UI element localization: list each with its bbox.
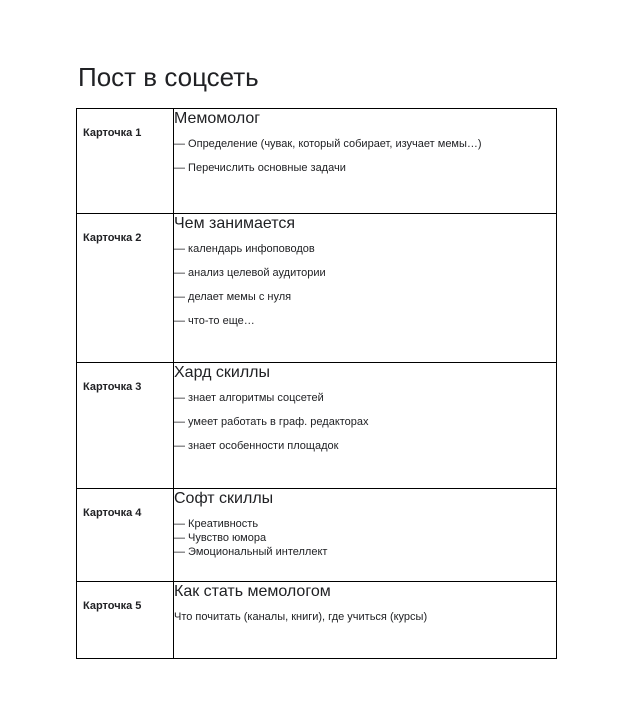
cards-table (76, 108, 557, 659)
card-title: Как стать мемологом (174, 583, 331, 600)
list-item: — анализ целевой аудитории (174, 267, 326, 279)
card-label-cell (77, 489, 174, 582)
table-row (77, 582, 557, 659)
card-label: Карточка 4 (83, 507, 142, 519)
card-label: Карточка 2 (83, 232, 142, 244)
list-item: Что почитать (каналы, книги), где учиться (курсы) (174, 611, 428, 623)
list-item: — делает мемы с нуля (174, 291, 292, 303)
card-title: Мемомолог (174, 110, 261, 127)
list-item: — Эмоциональный интеллект (174, 546, 328, 558)
card-label-cell (77, 214, 174, 363)
card-label-cell (77, 363, 174, 489)
table-row (77, 109, 557, 214)
list-item: — Креативность (174, 518, 259, 530)
card-content-cell (174, 489, 557, 582)
list-item: — Определение (чувак, который собирает, изучает мемы…) (174, 138, 482, 150)
card-content-cell (174, 109, 557, 214)
list-item: — Перечислить основные задачи (174, 162, 346, 174)
list-item: — умеет работать в граф. редакторах (174, 416, 369, 428)
list-item: — календарь инфоповодов (174, 243, 315, 255)
table-row (77, 363, 557, 489)
document-title: Пост в соцсеть (78, 62, 259, 92)
card-label-cell (77, 109, 174, 214)
card-title: Хард скиллы (174, 364, 270, 381)
card-title: Софт скиллы (174, 490, 274, 507)
card-content-cell (174, 363, 557, 489)
list-item: — знает особенности площадок (174, 440, 339, 452)
card-label: Карточка 3 (83, 381, 142, 393)
list-item: — что-то еще… (174, 315, 255, 327)
card-label-cell (77, 582, 174, 659)
card-title: Чем занимается (174, 215, 296, 232)
list-item: — Чувство юмора (174, 532, 267, 544)
table-row (77, 489, 557, 582)
card-label: Карточка 5 (83, 600, 142, 612)
card-label: Карточка 1 (83, 127, 142, 139)
card-content-cell (174, 582, 557, 659)
list-item: — знает алгоритмы соцсетей (174, 392, 324, 404)
card-content-cell (174, 214, 557, 363)
table-row (77, 214, 557, 363)
